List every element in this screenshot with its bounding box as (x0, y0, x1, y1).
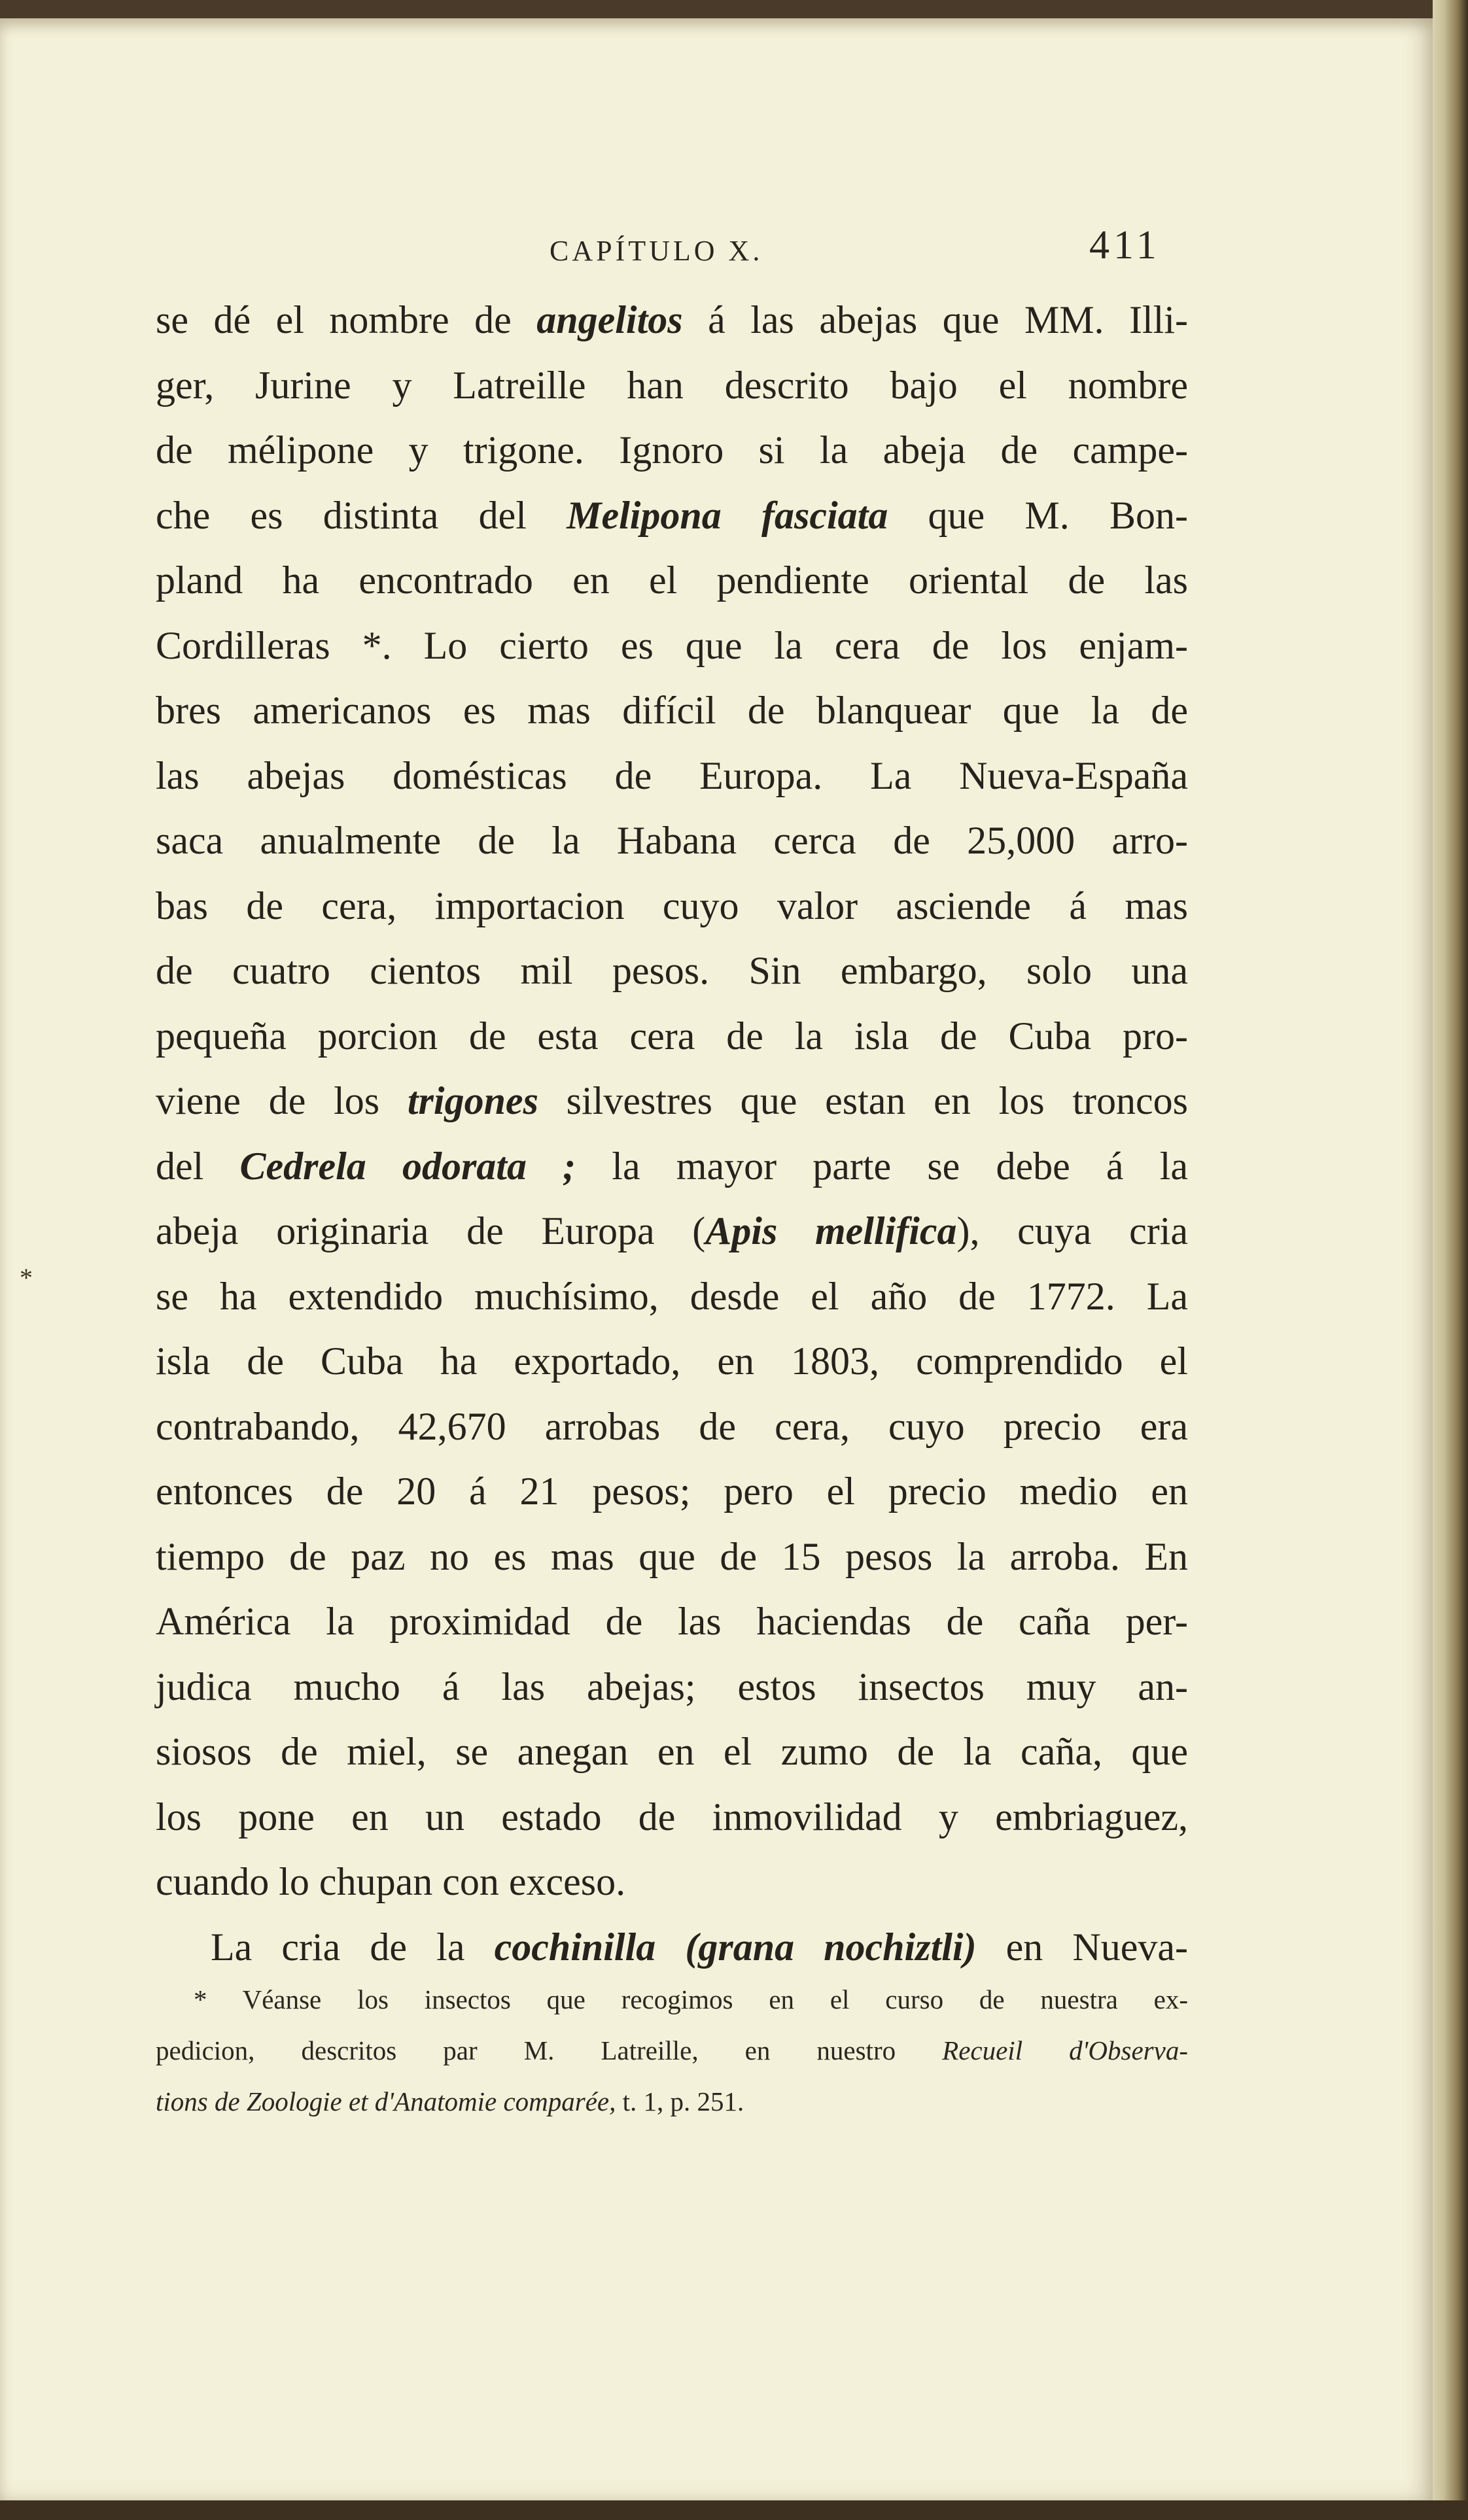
body-text (156, 288, 1188, 1980)
body-line (156, 808, 1188, 874)
body-line (156, 613, 1188, 679)
footnote-text: t. 1, p. 251. (616, 2086, 744, 2116)
footnote-line (156, 2025, 1188, 2076)
footnote-line (156, 1974, 1188, 2025)
body-text: contrabando, 42,670 arrobas de cera, cuyo precio era (156, 1404, 1188, 1448)
body-line (156, 874, 1188, 939)
body-text: isla de Cuba ha exportado, en 1803, comprendido el (156, 1339, 1188, 1383)
body-line (156, 1199, 1188, 1264)
footnote-line (156, 2076, 1188, 2127)
body-line (156, 1589, 1188, 1655)
body-line (156, 1459, 1188, 1525)
footnote (156, 1974, 1188, 2127)
body-line (156, 1004, 1188, 1069)
body-line (156, 418, 1188, 483)
body-line (156, 1329, 1188, 1394)
page-number: 411 (1089, 223, 1161, 268)
body-italic-text: cochinilla (grana nochiztli) (494, 1925, 977, 1969)
body-text: abeja originaria de Europa ( (156, 1209, 706, 1252)
page-edge (1433, 0, 1468, 2520)
body-italic-text: Melipona fasciata (567, 493, 888, 537)
body-text: silvestres que estan en los troncos (538, 1079, 1188, 1122)
body-line (156, 678, 1188, 744)
body-text: ger, Jurine y Latreille han descrito bajo el nombre (156, 363, 1188, 407)
body-line (156, 939, 1188, 1004)
body-line (156, 1915, 1188, 1980)
body-text: pland ha encontrado en el pendiente oriental de las (156, 559, 1188, 602)
body-text: en Nueva- (976, 1925, 1188, 1969)
footnote-italic-text: Recueil d'Observa- (942, 2035, 1188, 2065)
body-line (156, 1850, 1188, 1915)
body-text: entonces de 20 á 21 pesos; pero el precio medio en (156, 1470, 1188, 1513)
body-line (156, 353, 1188, 419)
body-text: del (156, 1144, 240, 1188)
body-text: á las abejas que MM. Illi- (682, 298, 1189, 341)
body-italic-text: Cedrela odorata ; (239, 1144, 576, 1188)
body-text: judica mucho á las abejas; estos insectos muy an- (156, 1665, 1188, 1708)
footnote-italic-text: tions de Zoologie et d'Anatomie comparée, (156, 2086, 616, 2116)
body-line (156, 1069, 1188, 1134)
body-italic-text: Apis mellifica (705, 1209, 957, 1252)
body-line (156, 1525, 1188, 1590)
body-text: pequeña porcion de esta cera de la isla de Cuba pro- (156, 1014, 1188, 1058)
body-text: se dé el nombre de (156, 298, 537, 341)
body-line (156, 744, 1188, 809)
body-text: se ha extendido muchísimo, desde el año de 1772. La (156, 1274, 1188, 1318)
body-text: que M. Bon- (888, 493, 1188, 537)
body-line (156, 1719, 1188, 1785)
footnote-text: * Véanse los insectos que recogimos en el curso de nuestra ex- (194, 1984, 1188, 2014)
body-text: viene de los (156, 1079, 408, 1122)
body-text: de cuatro cientos mil pesos. Sin embargo, solo una (156, 949, 1188, 992)
body-line (156, 288, 1188, 353)
body-text: siosos de miel, se anegan en el zumo de la caña, que (156, 1730, 1188, 1773)
page-header (0, 222, 1468, 275)
body-text: bas de cera, importacion cuyo valor asciende á mas (156, 884, 1188, 927)
margin-mark: * (20, 1263, 33, 1292)
body-text: los pone en un estado de inmovilidad y embriaguez, (156, 1795, 1188, 1838)
body-line (156, 1785, 1188, 1850)
body-line (156, 1134, 1188, 1200)
footnote-text: pedicion, descritos par M. Latreille, en nuestro (156, 2035, 943, 2065)
body-text: las abejas domésticas de Europa. La Nueva-España (156, 753, 1188, 797)
body-line (156, 548, 1188, 613)
body-italic-text: trigones (407, 1079, 538, 1122)
body-line (156, 1655, 1188, 1720)
body-text: cuando lo chupan con exceso. (156, 1860, 626, 1903)
body-line (156, 1264, 1188, 1330)
body-text: tiempo de paz no es mas que de 15 pesos la arroba. En (156, 1534, 1188, 1578)
body-text: América la proximidad de las haciendas de caña per- (156, 1600, 1188, 1643)
body-text: che es distinta del (156, 493, 567, 537)
running-head: CAPÍTULO X. (550, 235, 763, 267)
body-text: Cordilleras *. Lo cierto es que la cera de los enjam- (156, 623, 1188, 667)
body-italic-text: angelitos (536, 298, 683, 341)
body-line (156, 483, 1188, 549)
bottom-edge (0, 2500, 1468, 2520)
body-text: saca anualmente de la Habana cerca de 25,000 arro- (156, 819, 1188, 862)
body-text: de mélipone y trigone. Ignoro si la abeja de campe- (156, 428, 1188, 472)
body-text: La cria de la (211, 1925, 495, 1969)
body-text: la mayor parte se debe á la (576, 1144, 1189, 1188)
body-line (156, 1394, 1188, 1460)
body-text: bres americanos es mas difícil de blanquear que la de (156, 689, 1188, 732)
body-text: ), cuya cria (956, 1209, 1188, 1252)
